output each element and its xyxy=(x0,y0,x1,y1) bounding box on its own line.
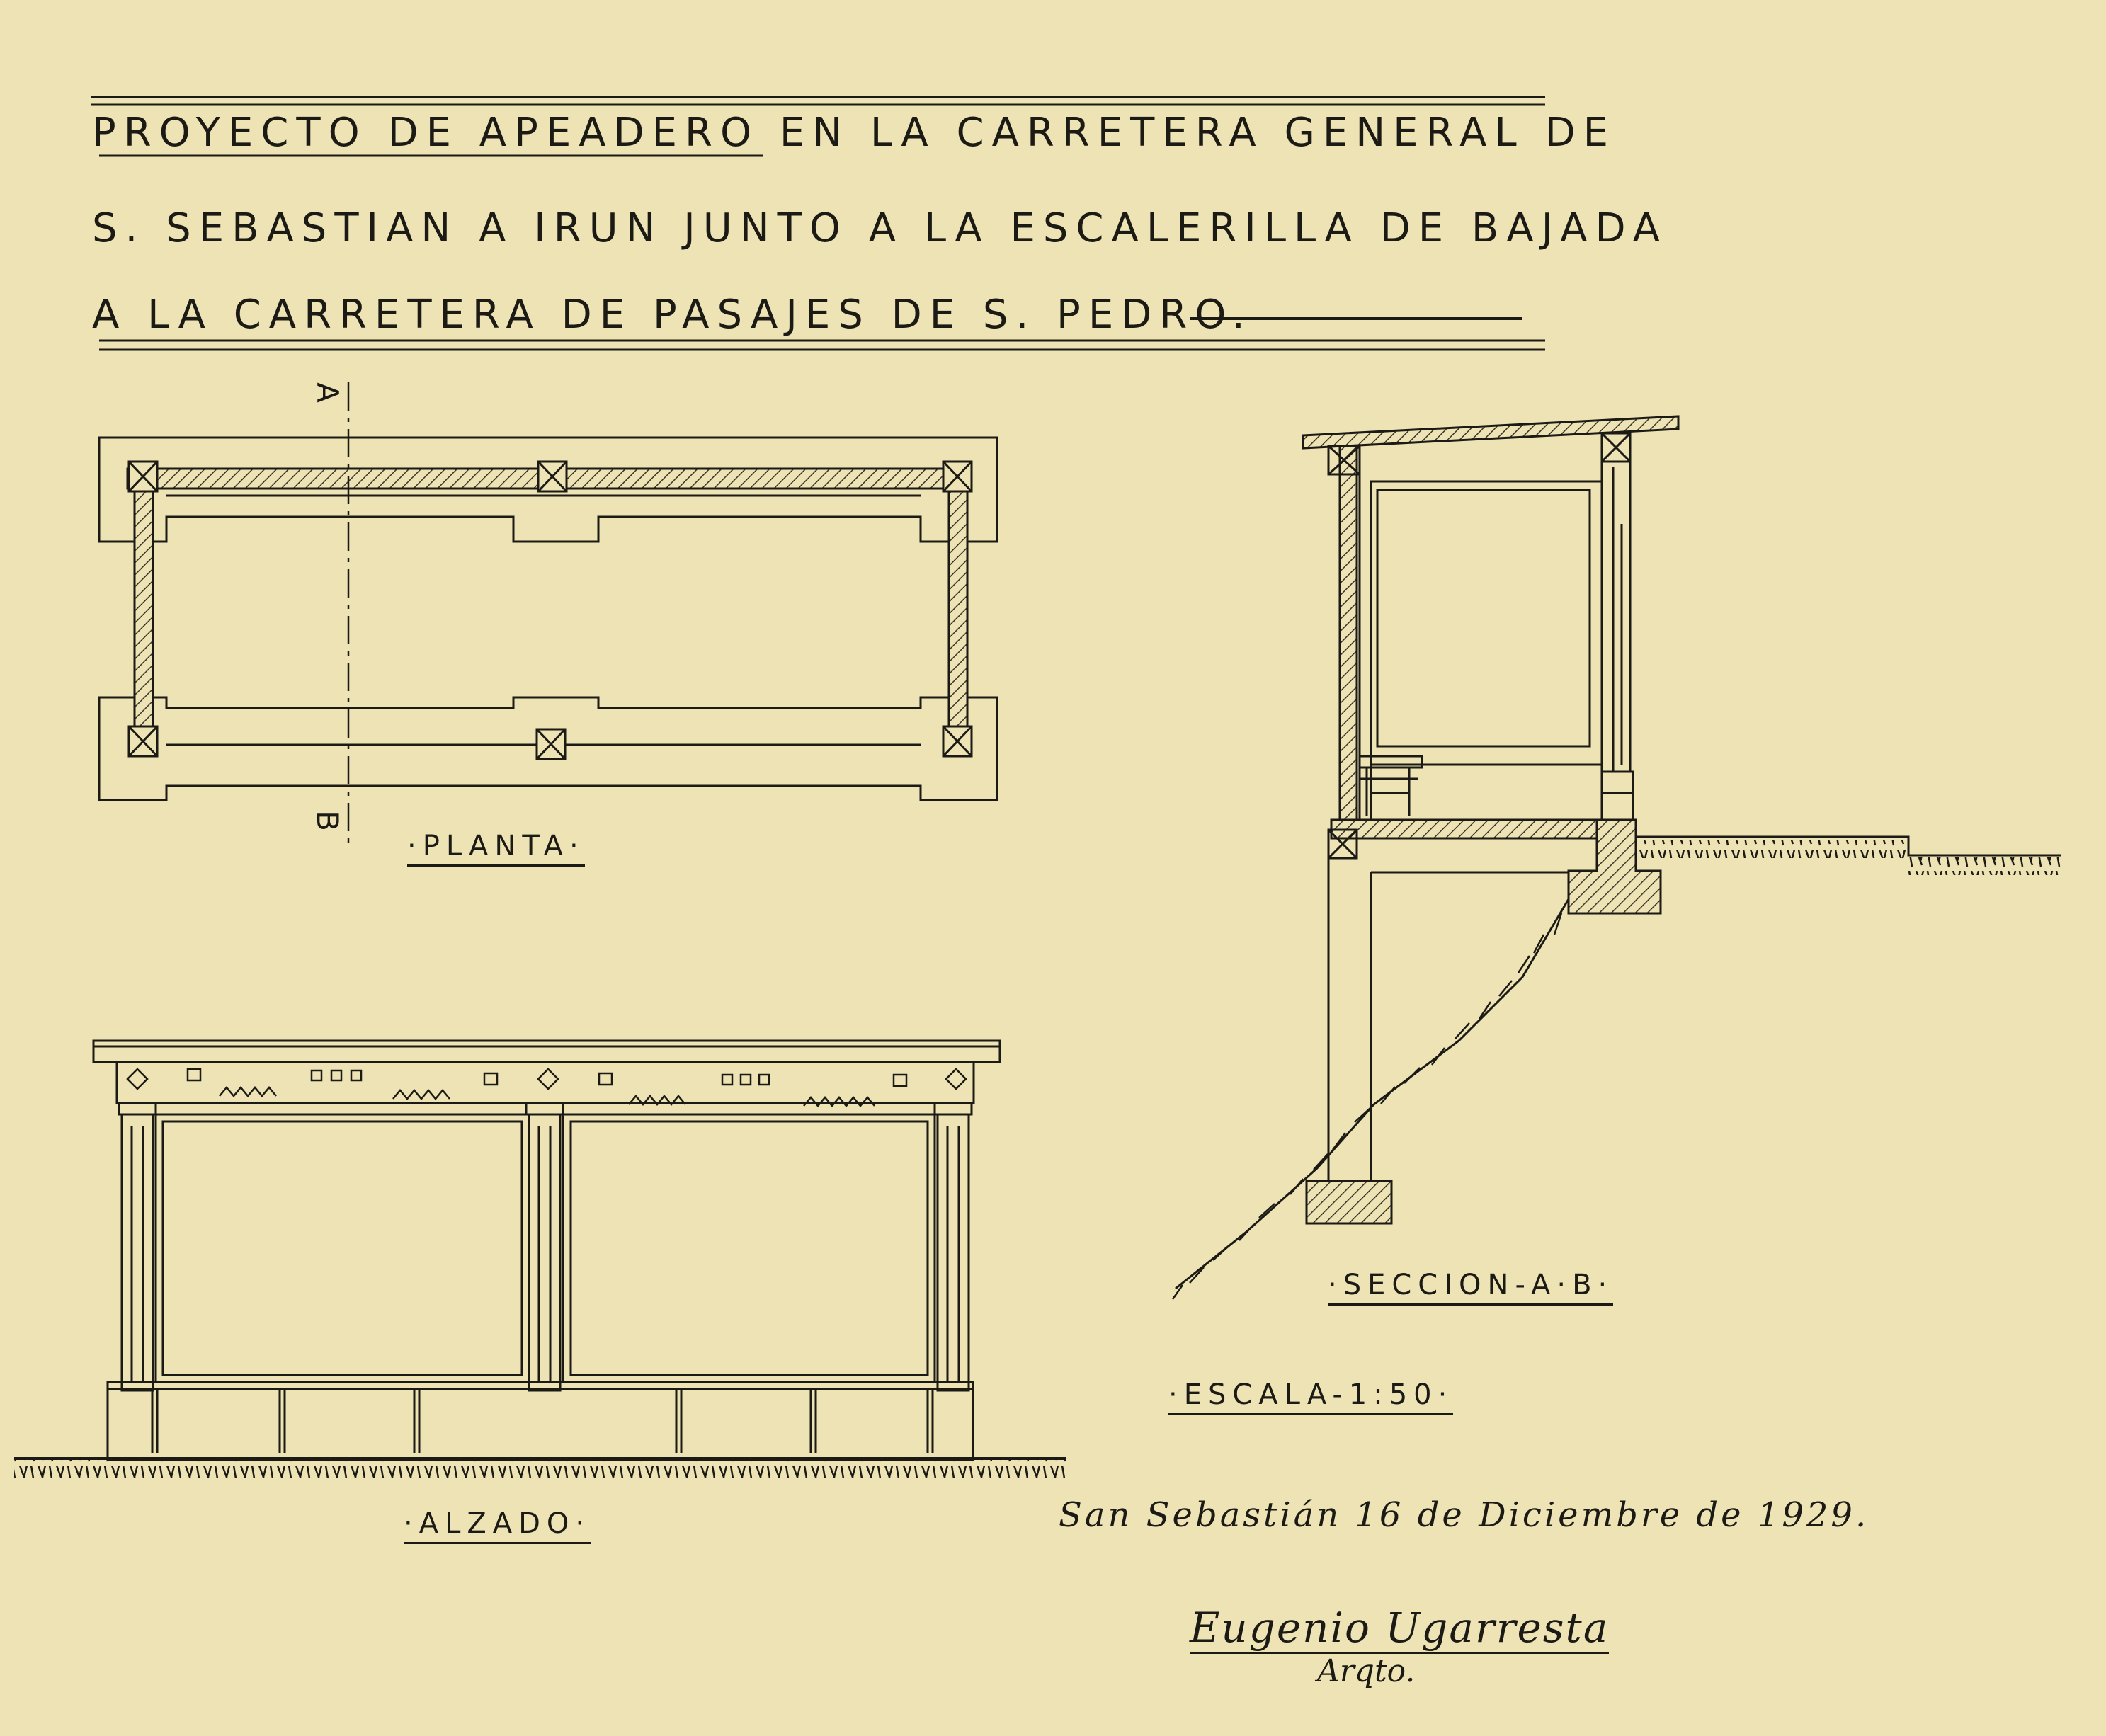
elevation-view xyxy=(14,1041,1066,1478)
place-date: San Sebastián 16 de Diciembre de 1929. xyxy=(1059,1495,1869,1535)
signature-role: Arqto. xyxy=(1317,1653,1416,1689)
plan-caption: ·PLANTA· xyxy=(407,832,585,867)
title-line-2: S. SEBASTIAN A IRUN JUNTO A LA ESCALERILLA DE BAJADA xyxy=(92,205,1668,251)
section-view xyxy=(1173,416,2061,1299)
title-line-3: A LA CARRETERA DE PASAJES DE S. PEDRO. xyxy=(92,292,1253,338)
frieze-ornament xyxy=(127,1069,966,1106)
cut-marker-b: B xyxy=(309,811,345,831)
signature-name: Eugenio Ugarresta xyxy=(1190,1604,1609,1654)
cut-marker-a: A xyxy=(309,382,345,403)
elevation-column xyxy=(119,1103,972,1390)
section-caption: ·SECCION-A·B· xyxy=(1328,1271,1613,1306)
title-line-1: PROYECTO DE APEADERO EN LA CARRETERA GENERAL DE xyxy=(92,110,1616,156)
plan-view xyxy=(99,382,997,846)
base-post xyxy=(152,1389,933,1453)
elevation-caption: ·ALZADO· xyxy=(404,1509,591,1544)
scale-caption: ·ESCALA-1:50· xyxy=(1168,1381,1453,1415)
plan-post xyxy=(129,462,972,759)
